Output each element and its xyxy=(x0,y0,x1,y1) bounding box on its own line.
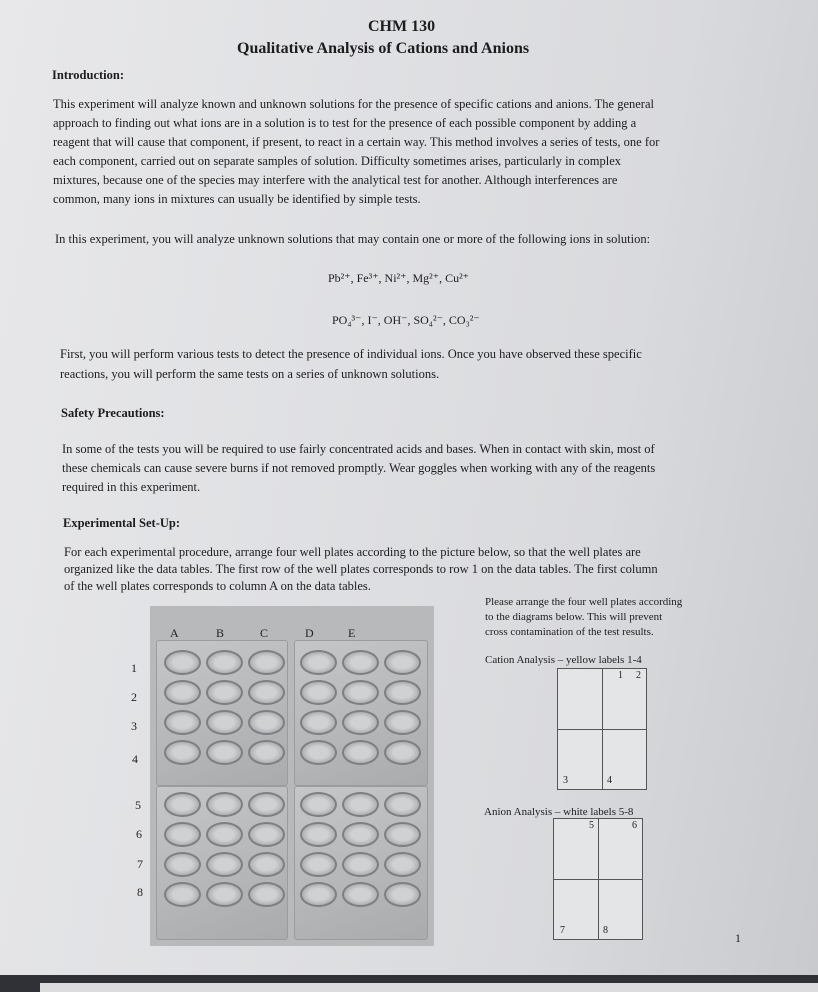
cell-label: 3 xyxy=(563,775,568,786)
anion-list: PO₄³⁻, I⁻, OH⁻, SO₄²⁻, CO₃²⁻ xyxy=(332,313,480,327)
well xyxy=(342,822,379,847)
column-label: E xyxy=(348,626,356,640)
well xyxy=(342,680,379,705)
well xyxy=(248,740,285,765)
well xyxy=(248,822,285,847)
well xyxy=(300,680,337,705)
well xyxy=(384,740,421,765)
cation-layout-diagram xyxy=(557,668,647,790)
well xyxy=(342,710,379,735)
column-label: C xyxy=(260,626,269,640)
cell-label: 4 xyxy=(607,775,612,786)
cell-label: 5 xyxy=(589,820,594,831)
well xyxy=(248,650,285,675)
column-label: D xyxy=(305,626,314,640)
cell-label: 2 xyxy=(636,670,641,681)
well xyxy=(342,740,379,765)
well xyxy=(206,852,243,877)
anion-layout-diagram xyxy=(553,818,643,940)
column-label: A xyxy=(170,626,179,640)
well xyxy=(164,882,201,907)
well xyxy=(384,792,421,817)
safety-heading: Safety Precautions: xyxy=(61,406,165,420)
intro-line: This experiment will analyze known and unknown solutions for the presence of specific cations and anions. The general xyxy=(53,97,654,111)
setup-heading: Experimental Set-Up: xyxy=(63,516,180,530)
cation-list: Pb²⁺, Fe³⁺, Ni²⁺, Mg²⁺, Cu²⁺ xyxy=(328,271,470,285)
row-label: 2 xyxy=(131,690,137,704)
note-line: to the diagrams below. This will prevent xyxy=(485,611,663,623)
well xyxy=(206,740,243,765)
well xyxy=(384,882,421,907)
well xyxy=(248,710,285,735)
well xyxy=(206,680,243,705)
setup-line: of the well plates corresponds to column A on the data tables. xyxy=(64,579,371,593)
first-line: First, you will perform various tests to detect the presence of individual ions. Once you have observed these specific xyxy=(60,347,642,361)
page-number: 1 xyxy=(735,931,741,945)
row-label: 8 xyxy=(137,885,143,899)
well xyxy=(206,792,243,817)
well xyxy=(248,882,285,907)
cation-caption: Cation Analysis – yellow labels 1-4 xyxy=(485,654,642,666)
well xyxy=(342,882,379,907)
well xyxy=(300,852,337,877)
column-label: B xyxy=(216,626,225,640)
cell-label: 8 xyxy=(603,925,608,936)
well xyxy=(248,680,285,705)
well xyxy=(164,852,201,877)
well xyxy=(206,822,243,847)
intro-line: approach to finding out what ions are in a solution is to test for the presence of each possible component by adding a xyxy=(53,116,637,130)
safety-line: these chemicals can cause severe burns if not removed promptly. Wear goggles when working with any of the reagents xyxy=(62,461,656,475)
cell-label: 7 xyxy=(560,925,565,936)
well xyxy=(300,882,337,907)
well xyxy=(248,792,285,817)
ions-intro: In this experiment, you will analyze unknown solutions that may contain one or more of the following ions in solution: xyxy=(55,232,651,246)
well xyxy=(300,740,337,765)
anion-caption: Anion Analysis – white labels 5-8 xyxy=(484,806,634,818)
well xyxy=(206,710,243,735)
cell-label: 1 xyxy=(618,670,623,681)
safety-line: In some of the tests you will be required to use fairly concentrated acids and bases. When in contact with skin, most of xyxy=(62,442,655,456)
well xyxy=(342,792,379,817)
cell-label: 6 xyxy=(632,820,637,831)
well xyxy=(164,710,201,735)
safety-line: required in this experiment. xyxy=(62,480,201,494)
well xyxy=(206,882,243,907)
well xyxy=(384,680,421,705)
well xyxy=(384,822,421,847)
well xyxy=(300,792,337,817)
intro-line: common, many ions in mixtures can usually be identified by simple tests. xyxy=(53,192,421,206)
well xyxy=(164,822,201,847)
intro-line: reagent that will cause that component, if present, to react in a certain way. This method involves a series of tests, one for xyxy=(53,135,660,149)
row-label: 3 xyxy=(131,719,137,733)
intro-line: each component, carried out on separate samples of solution. Difficulty sometimes arises, particularly in complex xyxy=(53,154,622,168)
introduction-heading: Introduction: xyxy=(52,68,125,82)
setup-line: For each experimental procedure, arrange four well plates according to the picture below, so that the well plates are xyxy=(64,545,641,559)
well xyxy=(342,852,379,877)
first-line: reactions, you will perform the same tests on a series of unknown solutions. xyxy=(60,367,440,381)
row-label: 7 xyxy=(137,857,143,871)
intro-line: mixtures, because one of the species may interfere with the analytical test for another. Although interferences are xyxy=(53,173,618,187)
row-label: 5 xyxy=(135,798,141,812)
screen-bottom-bezel xyxy=(0,975,818,992)
row-label: 1 xyxy=(131,661,137,675)
well xyxy=(384,710,421,735)
well xyxy=(384,852,421,877)
well xyxy=(164,650,201,675)
course-code: CHM 130 xyxy=(368,18,436,35)
well xyxy=(164,680,201,705)
well xyxy=(164,792,201,817)
well xyxy=(206,650,243,675)
well xyxy=(342,650,379,675)
page-title: Qualitative Analysis of Cations and Anions xyxy=(237,40,530,57)
well xyxy=(164,740,201,765)
note-line: cross contamination of the test results. xyxy=(485,626,654,638)
row-label: 6 xyxy=(136,827,142,841)
row-label: 4 xyxy=(132,752,138,766)
well xyxy=(300,822,337,847)
well xyxy=(300,650,337,675)
note-line: Please arrange the four well plates according xyxy=(485,596,683,608)
well xyxy=(384,650,421,675)
well xyxy=(248,852,285,877)
setup-line: organized like the data tables. The first row of the well plates corresponds to row 1 on the data tables. The first column xyxy=(64,562,658,576)
well xyxy=(300,710,337,735)
